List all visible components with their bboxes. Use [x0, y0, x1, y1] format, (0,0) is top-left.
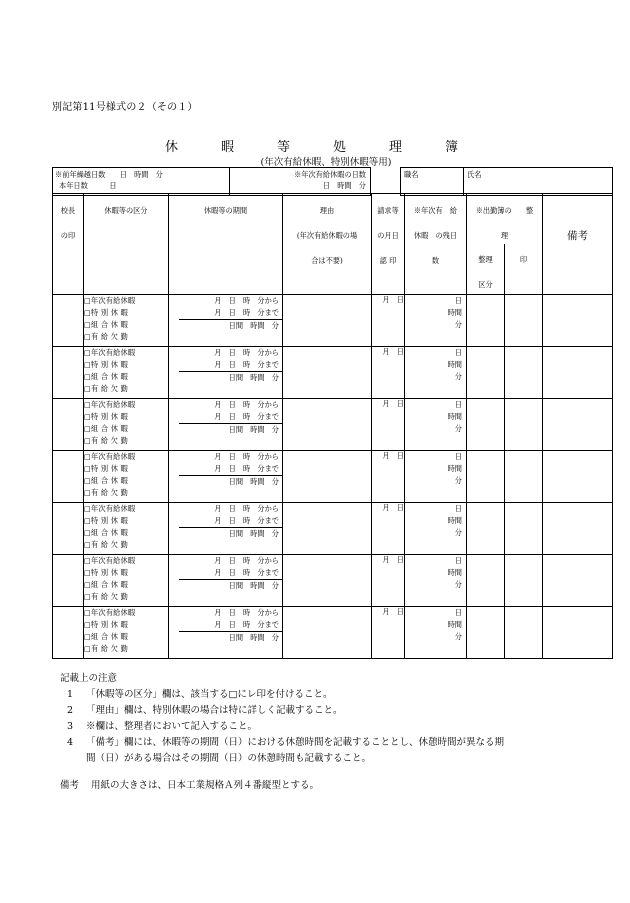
name-label: 氏名	[467, 170, 482, 179]
type-annual-checkbox[interactable]: □年次有給休暇	[84, 556, 136, 565]
seal-cell[interactable]	[505, 555, 543, 607]
annual-days-cell[interactable]	[230, 168, 371, 196]
leave-type-cell[interactable]	[84, 451, 169, 503]
period-to: 月 日 時 分まで	[179, 307, 282, 320]
period-to: 月 日 時 分まで	[179, 567, 282, 580]
type-union-checkbox[interactable]: □組 合 休 暇	[84, 528, 128, 537]
type-annual-checkbox[interactable]: □年次有給休暇	[84, 400, 136, 409]
period-total: 日間 時間 分	[228, 581, 279, 590]
request-month-day: 月 日	[382, 451, 404, 460]
period-total: 日間 時間 分	[228, 529, 279, 538]
reason-cell[interactable]	[283, 555, 372, 607]
seal-cell[interactable]	[505, 503, 543, 555]
remaining-days-unit: 日	[454, 608, 462, 617]
type-paid-absence-checkbox[interactable]: □有 給 欠 勤	[84, 540, 128, 549]
annual-days-units: 日 時間 分	[322, 181, 366, 190]
document-subtitle: (年次有給休暇、特別休暇等用)	[260, 157, 392, 168]
request-date-header: 請求等 の月日 認 印	[372, 194, 405, 295]
remarks-cell[interactable]	[543, 295, 613, 347]
arranged-cell[interactable]	[467, 347, 505, 399]
type-union-checkbox[interactable]: □組 合 休 暇	[84, 372, 128, 381]
principal-seal-cell[interactable]	[53, 503, 84, 555]
request-date-cell[interactable]	[372, 295, 405, 347]
leave-period-cell[interactable]	[169, 503, 283, 555]
principal-seal-cell[interactable]	[53, 451, 84, 503]
seal-cell[interactable]	[505, 295, 543, 347]
reason-cell[interactable]	[283, 399, 372, 451]
remarks-header: 備考	[543, 194, 613, 295]
ledger-row	[53, 503, 613, 555]
reason-cell[interactable]	[283, 451, 372, 503]
request-date-cell[interactable]	[372, 555, 405, 607]
leave-period-cell[interactable]	[169, 607, 283, 659]
reason-cell[interactable]	[283, 607, 372, 659]
type-union-checkbox[interactable]: □組 合 休 暇	[84, 580, 128, 589]
carryover-cell[interactable]	[53, 168, 230, 196]
remaining-days-header: ※年次有 給 休暇 の残日 数	[405, 194, 467, 295]
seal-cell[interactable]	[505, 451, 543, 503]
request-month-day: 月 日	[382, 399, 404, 408]
ledger-table	[52, 193, 613, 659]
remaining-days-unit: 日	[454, 296, 462, 305]
remaining-days-unit: 日	[454, 452, 462, 461]
remaining-days-unit: 日	[454, 504, 462, 513]
request-month-day: 月 日	[382, 295, 404, 304]
ledger-row	[53, 451, 613, 503]
name-cell[interactable]	[464, 168, 613, 196]
type-annual-checkbox[interactable]: □年次有給休暇	[84, 452, 136, 461]
type-annual-checkbox[interactable]: □年次有給休暇	[84, 296, 136, 305]
leave-type-cell[interactable]	[84, 503, 169, 555]
period-from: 月 日 時 分から	[214, 296, 279, 305]
type-paid-absence-checkbox[interactable]: □有 給 欠 勤	[84, 332, 128, 341]
type-special-checkbox[interactable]: □特 別 休 暇	[84, 360, 128, 369]
request-month-day: 月 日	[382, 607, 404, 616]
period-from: 月 日 時 分から	[214, 556, 279, 565]
reason-header: 理由 (年次有給休暇の場 合は不要)	[283, 194, 372, 295]
period-to: 月 日 時 分まで	[179, 411, 282, 424]
remaining-days-cell[interactable]	[405, 451, 467, 503]
period-to: 月 日 時 分まで	[179, 463, 282, 476]
remaining-hours-unit: 時間	[447, 360, 462, 369]
arranged-cell[interactable]	[467, 399, 505, 451]
remaining-minutes-unit: 分	[454, 372, 462, 381]
type-union-checkbox[interactable]: □組 合 休 暇	[84, 632, 128, 641]
principal-seal-header: 校長 の印	[53, 194, 84, 295]
ledger-row	[53, 295, 613, 347]
note-item-continuation: 間（日）がある場合はその期間（日）の休憩時間も記載すること。	[86, 753, 372, 764]
principal-seal-cell[interactable]	[53, 295, 84, 347]
type-special-checkbox[interactable]: □特 別 休 暇	[84, 464, 128, 473]
carryover-label: ※前年繰越日数 日 時間 分	[55, 170, 163, 179]
job-title-label: 職名	[404, 170, 419, 179]
period-total: 日間 時間 分	[228, 633, 279, 642]
remaining-days-cell[interactable]	[405, 347, 467, 399]
principal-seal-cell[interactable]	[53, 399, 84, 451]
request-date-cell[interactable]	[372, 503, 405, 555]
attendance-header: ※出勤簿の 整 理	[467, 194, 543, 245]
document-title: 休 暇 等 処 理 簿	[164, 140, 473, 155]
remaining-days-cell[interactable]	[405, 503, 467, 555]
request-date-cell[interactable]	[372, 347, 405, 399]
remarks-cell[interactable]	[543, 451, 613, 503]
type-paid-absence-checkbox[interactable]: □有 給 欠 勤	[84, 488, 128, 497]
type-special-checkbox[interactable]: □特 別 休 暇	[84, 516, 128, 525]
leave-type-cell[interactable]	[84, 399, 169, 451]
type-paid-absence-checkbox[interactable]: □有 給 欠 勤	[84, 592, 128, 601]
remaining-minutes-unit: 分	[454, 476, 462, 485]
remarks-cell[interactable]	[543, 607, 613, 659]
ledger-row	[53, 347, 613, 399]
remaining-minutes-unit: 分	[454, 632, 462, 641]
request-date-cell[interactable]	[372, 399, 405, 451]
remaining-hours-unit: 時間	[447, 464, 462, 473]
remaining-hours-unit: 時間	[447, 516, 462, 525]
remarks-cell[interactable]	[543, 555, 613, 607]
arranged-cell[interactable]	[467, 295, 505, 347]
type-annual-checkbox[interactable]: □年次有給休暇	[84, 348, 136, 357]
arranged-cell[interactable]	[467, 451, 505, 503]
period-total: 日間 時間 分	[228, 321, 279, 330]
seal-header: 印	[505, 244, 543, 295]
leave-period-cell[interactable]	[169, 555, 283, 607]
type-annual-checkbox[interactable]: □年次有給休暇	[84, 608, 136, 617]
type-union-checkbox[interactable]: □組 合 休 暇	[84, 476, 128, 485]
remarks-cell[interactable]	[543, 399, 613, 451]
reason-cell[interactable]	[283, 503, 372, 555]
remaining-hours-unit: 時間	[447, 620, 462, 629]
this-year-label: 本年日数 日	[59, 181, 117, 190]
note-item: 4 「備考」欄には、休暇等の期間（日）における休憩時間を記載することとし、休憩時間が異なる期	[66, 737, 505, 748]
leave-type-cell[interactable]	[84, 347, 169, 399]
remaining-days-cell[interactable]	[405, 607, 467, 659]
remark-text: 用紙の大きさは、日本工業規格Ａ列４番縦型とする。	[91, 780, 320, 791]
ledger-row	[53, 555, 613, 607]
remaining-days-unit: 日	[454, 400, 462, 409]
period-total: 日間 時間 分	[228, 373, 279, 382]
note-item: 1 「休暇等の区分」欄は、該当する□にレ印を付けること。	[66, 689, 333, 700]
period-to: 月 日 時 分まで	[179, 359, 282, 372]
type-special-checkbox[interactable]: □特 別 休 暇	[84, 620, 128, 629]
type-union-checkbox[interactable]: □組 合 休 暇	[84, 320, 128, 329]
principal-seal-cell[interactable]	[53, 347, 84, 399]
type-special-checkbox[interactable]: □特 別 休 暇	[84, 308, 128, 317]
remark-section	[60, 777, 319, 791]
type-special-checkbox[interactable]: □特 別 休 暇	[84, 568, 128, 577]
arranged-header: 整理 区分	[467, 244, 505, 295]
leave-period-header: 休暇等の期間	[169, 194, 283, 295]
remark-label: 備考	[60, 780, 80, 791]
request-date-cell[interactable]	[372, 451, 405, 503]
period-total: 日間 時間 分	[228, 477, 279, 486]
note-item: 2 「理由」欄は、特別休暇の場合は特に詳しく記載すること。	[66, 705, 343, 716]
blank-cell	[371, 168, 401, 196]
remaining-days-cell[interactable]	[405, 399, 467, 451]
remaining-minutes-unit: 分	[454, 320, 462, 329]
leave-period-cell[interactable]	[169, 347, 283, 399]
period-from: 月 日 時 分から	[214, 504, 279, 513]
period-from: 月 日 時 分から	[214, 608, 279, 617]
remaining-hours-unit: 時間	[447, 412, 462, 421]
info-table	[52, 167, 613, 196]
arranged-cell[interactable]	[467, 555, 505, 607]
request-month-day: 月 日	[382, 555, 404, 564]
request-date-cell[interactable]	[372, 607, 405, 659]
remaining-days-unit: 日	[454, 556, 462, 565]
ledger-row	[53, 607, 613, 659]
header-row	[53, 194, 613, 245]
arranged-cell[interactable]	[467, 503, 505, 555]
seal-cell[interactable]	[505, 399, 543, 451]
type-paid-absence-checkbox[interactable]: □有 給 欠 勤	[84, 384, 128, 393]
job-title-cell[interactable]	[401, 168, 464, 196]
remaining-days-cell[interactable]	[405, 555, 467, 607]
type-annual-checkbox[interactable]: □年次有給休暇	[84, 504, 136, 513]
leave-period-cell[interactable]	[169, 295, 283, 347]
request-month-day: 月 日	[382, 347, 404, 356]
notes-heading: 記載上の注意	[60, 673, 118, 684]
remarks-cell[interactable]	[543, 347, 613, 399]
type-union-checkbox[interactable]: □組 合 休 暇	[84, 424, 128, 433]
leave-type-header: 休暇等の区分	[84, 194, 169, 295]
period-to: 月 日 時 分まで	[179, 515, 282, 528]
ledger-rows	[53, 295, 613, 659]
period-from: 月 日 時 分から	[214, 348, 279, 357]
leave-type-cell[interactable]	[84, 295, 169, 347]
seal-cell[interactable]	[505, 607, 543, 659]
reason-cell[interactable]	[283, 295, 372, 347]
notes-section	[60, 671, 620, 767]
remarks-cell[interactable]	[543, 503, 613, 555]
seal-cell[interactable]	[505, 347, 543, 399]
annual-days-label: ※年次有給休暇の日数	[294, 170, 366, 179]
remaining-minutes-unit: 分	[454, 424, 462, 433]
leave-period-cell[interactable]	[169, 399, 283, 451]
principal-seal-cell[interactable]	[53, 607, 84, 659]
note-item: 3 ※欄は、整理者において記入すること。	[66, 721, 258, 732]
type-paid-absence-checkbox[interactable]: □有 給 欠 勤	[84, 436, 128, 445]
remaining-days-unit: 日	[454, 348, 462, 357]
remaining-days-cell[interactable]	[405, 295, 467, 347]
form-label: 別記第11号様式の２（その１）	[52, 102, 198, 113]
remaining-minutes-unit: 分	[454, 580, 462, 589]
type-paid-absence-checkbox[interactable]: □有 給 欠 勤	[84, 644, 128, 653]
leave-period-cell[interactable]	[169, 451, 283, 503]
remaining-hours-unit: 時間	[447, 568, 462, 577]
period-from: 月 日 時 分から	[214, 452, 279, 461]
reason-cell[interactable]	[283, 347, 372, 399]
request-month-day: 月 日	[382, 503, 404, 512]
type-special-checkbox[interactable]: □特 別 休 暇	[84, 412, 128, 421]
leave-type-cell[interactable]	[84, 607, 169, 659]
principal-seal-cell[interactable]	[53, 555, 84, 607]
period-to: 月 日 時 分まで	[179, 619, 282, 632]
arranged-cell[interactable]	[467, 607, 505, 659]
ledger-row	[53, 399, 613, 451]
remaining-hours-unit: 時間	[447, 308, 462, 317]
remaining-minutes-unit: 分	[454, 528, 462, 537]
period-from: 月 日 時 分から	[214, 400, 279, 409]
leave-type-cell[interactable]	[84, 555, 169, 607]
period-total: 日間 時間 分	[228, 425, 279, 434]
